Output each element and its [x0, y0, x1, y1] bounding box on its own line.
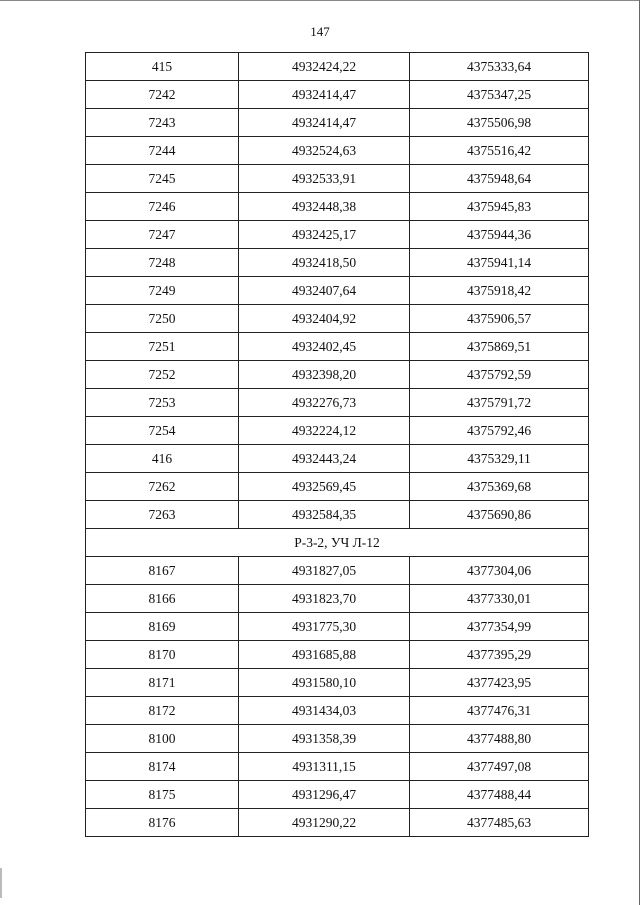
y-coordinate-cell: 4375506,98 [410, 109, 589, 137]
x-coordinate-cell: 4931685,88 [239, 641, 410, 669]
point-number-cell: 8170 [86, 641, 239, 669]
x-coordinate-cell: 4932276,73 [239, 389, 410, 417]
table-row [86, 641, 589, 669]
point-number-cell: 7252 [86, 361, 239, 389]
x-coordinate-cell: 4931775,30 [239, 613, 410, 641]
table-row [86, 725, 589, 753]
point-number-cell: 7248 [86, 249, 239, 277]
point-number-cell: 8169 [86, 613, 239, 641]
table-row [86, 501, 589, 529]
y-coordinate-cell: 4375918,42 [410, 277, 589, 305]
y-coordinate-cell: 4377488,80 [410, 725, 589, 753]
table-body-top [86, 53, 589, 529]
x-coordinate-cell: 4932398,20 [239, 361, 410, 389]
y-coordinate-cell: 4375516,42 [410, 137, 589, 165]
section-title: Р-3-2, УЧ Л-12 [86, 529, 589, 557]
y-coordinate-cell: 4377330,01 [410, 585, 589, 613]
x-coordinate-cell: 4932404,92 [239, 305, 410, 333]
x-coordinate-cell: 4932443,24 [239, 445, 410, 473]
table-row [86, 585, 589, 613]
x-coordinate-cell: 4931290,22 [239, 809, 410, 837]
y-coordinate-cell: 4375941,14 [410, 249, 589, 277]
table-row [86, 81, 589, 109]
table-row [86, 277, 589, 305]
y-coordinate-cell: 4377476,31 [410, 697, 589, 725]
y-coordinate-cell: 4375333,64 [410, 53, 589, 81]
table-row [86, 109, 589, 137]
y-coordinate-cell: 4375792,59 [410, 361, 589, 389]
table-row [86, 781, 589, 809]
table-row [86, 193, 589, 221]
point-number-cell: 7244 [86, 137, 239, 165]
point-number-cell: 416 [86, 445, 239, 473]
table-row [86, 753, 589, 781]
y-coordinate-cell: 4377423,95 [410, 669, 589, 697]
y-coordinate-cell: 4375945,83 [410, 193, 589, 221]
table-row [86, 305, 589, 333]
table-row [86, 361, 589, 389]
point-number-cell: 7249 [86, 277, 239, 305]
table-section [86, 529, 589, 557]
point-number-cell: 8174 [86, 753, 239, 781]
x-coordinate-cell: 4932569,45 [239, 473, 410, 501]
x-coordinate-cell: 4932448,38 [239, 193, 410, 221]
point-number-cell: 415 [86, 53, 239, 81]
table-body-bottom [86, 557, 589, 837]
table-row [86, 445, 589, 473]
y-coordinate-cell: 4375791,72 [410, 389, 589, 417]
table-row [86, 389, 589, 417]
point-number-cell: 8172 [86, 697, 239, 725]
point-number-cell: 7253 [86, 389, 239, 417]
point-number-cell: 8176 [86, 809, 239, 837]
y-coordinate-cell: 4377497,08 [410, 753, 589, 781]
x-coordinate-cell: 4931827,05 [239, 557, 410, 585]
y-coordinate-cell: 4377304,06 [410, 557, 589, 585]
y-coordinate-cell: 4377485,63 [410, 809, 589, 837]
page-border-top [0, 0, 640, 1]
y-coordinate-cell: 4375906,57 [410, 305, 589, 333]
point-number-cell: 7262 [86, 473, 239, 501]
table-row [86, 165, 589, 193]
y-coordinate-cell: 4375869,51 [410, 333, 589, 361]
y-coordinate-cell: 4375329,11 [410, 445, 589, 473]
point-number-cell: 7251 [86, 333, 239, 361]
point-number-cell: 7250 [86, 305, 239, 333]
point-number-cell: 7247 [86, 221, 239, 249]
y-coordinate-cell: 4375369,68 [410, 473, 589, 501]
scan-mark [0, 868, 2, 898]
point-number-cell: 7243 [86, 109, 239, 137]
table-row [86, 221, 589, 249]
x-coordinate-cell: 4931434,03 [239, 697, 410, 725]
x-coordinate-cell: 4932418,50 [239, 249, 410, 277]
table-row [86, 473, 589, 501]
point-number-cell: 7254 [86, 417, 239, 445]
x-coordinate-cell: 4932402,45 [239, 333, 410, 361]
point-number-cell: 8166 [86, 585, 239, 613]
x-coordinate-cell: 4931311,15 [239, 753, 410, 781]
point-number-cell: 7242 [86, 81, 239, 109]
point-number-cell: 7245 [86, 165, 239, 193]
y-coordinate-cell: 4377395,29 [410, 641, 589, 669]
x-coordinate-cell: 4932425,17 [239, 221, 410, 249]
x-coordinate-cell: 4932414,47 [239, 109, 410, 137]
x-coordinate-cell: 4931358,39 [239, 725, 410, 753]
point-number-cell: 8167 [86, 557, 239, 585]
point-number-cell: 7263 [86, 501, 239, 529]
page-number: 147 [310, 24, 330, 39]
table-row [86, 669, 589, 697]
table-row [86, 333, 589, 361]
coordinates-table [85, 52, 589, 837]
table-row [86, 809, 589, 837]
x-coordinate-cell: 4931823,70 [239, 585, 410, 613]
y-coordinate-cell: 4375944,36 [410, 221, 589, 249]
x-coordinate-cell: 4932584,35 [239, 501, 410, 529]
y-coordinate-cell: 4375792,46 [410, 417, 589, 445]
table-row [86, 697, 589, 725]
x-coordinate-cell: 4932533,91 [239, 165, 410, 193]
y-coordinate-cell: 4377354,99 [410, 613, 589, 641]
table-row [86, 557, 589, 585]
y-coordinate-cell: 4375690,86 [410, 501, 589, 529]
y-coordinate-cell: 4375948,64 [410, 165, 589, 193]
section-row [86, 529, 589, 557]
point-number-cell: 8100 [86, 725, 239, 753]
x-coordinate-cell: 4931296,47 [239, 781, 410, 809]
point-number-cell: 8171 [86, 669, 239, 697]
x-coordinate-cell: 4932414,47 [239, 81, 410, 109]
x-coordinate-cell: 4932524,63 [239, 137, 410, 165]
point-number-cell: 8175 [86, 781, 239, 809]
table-row [86, 417, 589, 445]
table-row [86, 613, 589, 641]
table-row [86, 137, 589, 165]
x-coordinate-cell: 4932424,22 [239, 53, 410, 81]
x-coordinate-cell: 4932407,64 [239, 277, 410, 305]
table-row [86, 53, 589, 81]
table-row [86, 249, 589, 277]
x-coordinate-cell: 4931580,10 [239, 669, 410, 697]
y-coordinate-cell: 4377488,44 [410, 781, 589, 809]
y-coordinate-cell: 4375347,25 [410, 81, 589, 109]
point-number-cell: 7246 [86, 193, 239, 221]
x-coordinate-cell: 4932224,12 [239, 417, 410, 445]
